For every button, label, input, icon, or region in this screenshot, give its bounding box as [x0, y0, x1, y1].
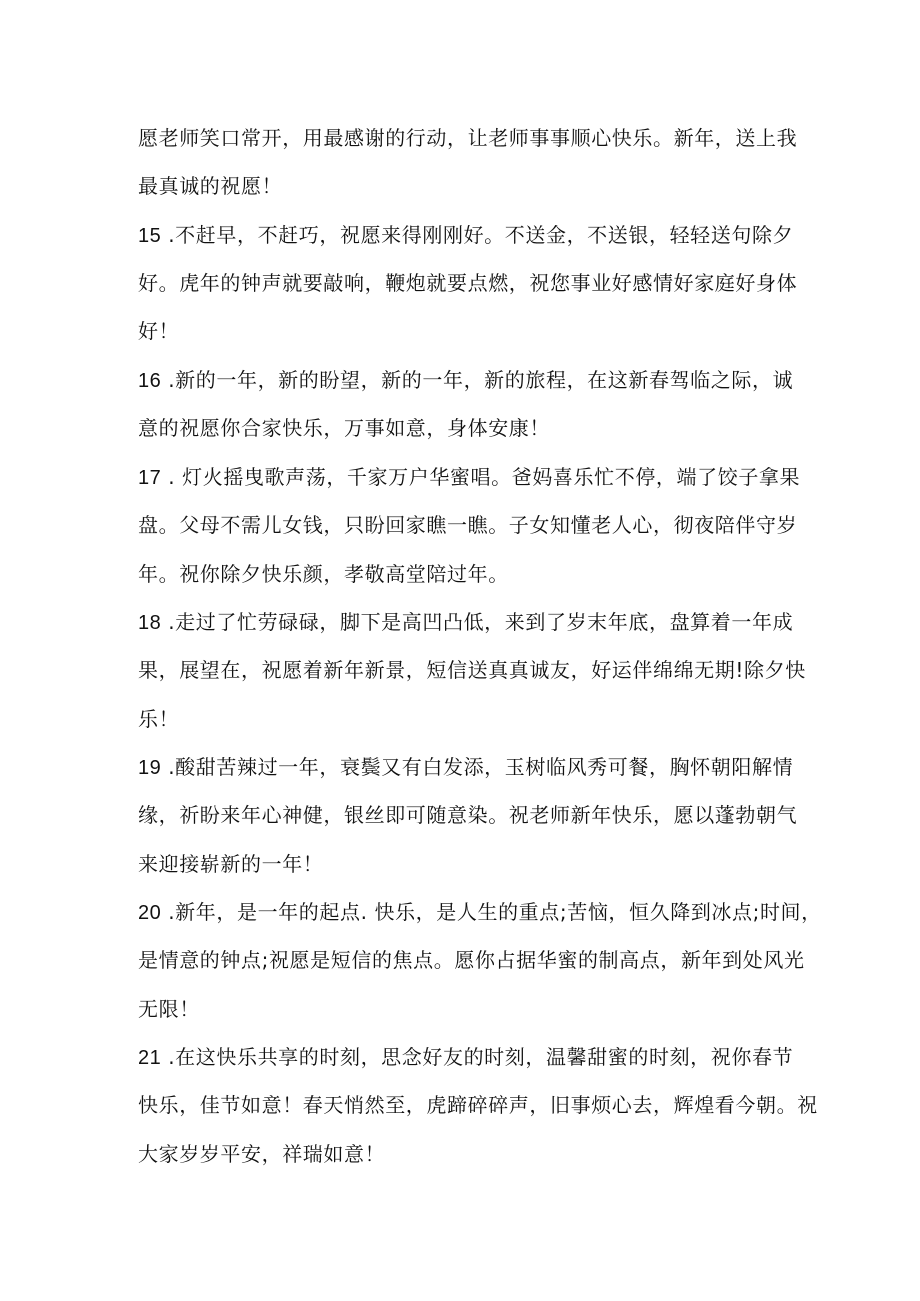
- paragraph-18-line-3: 乐！: [138, 707, 180, 731]
- paragraph-16-line-1: [138, 366, 798, 395]
- paragraph-15-line-2: 好。虎年的钟声就要敲响，鞭炮就要点燃，祝您事业好感情好家庭好身体: [138, 271, 798, 295]
- paragraph-text: .酸甜苦辣过一年，衰鬓又有白发添，玉树临风秀可餐，胸怀朝阳解情: [161, 755, 794, 779]
- paragraph-text: .不赶早，不赶巧，祝愿来得刚刚好。不送金，不送银，轻轻送句除夕: [161, 223, 794, 247]
- paragraph-number: 16: [138, 370, 162, 392]
- paragraph-text: .新的一年，新的盼望，新的一年，新的旅程，在这新春驾临之际，诚: [161, 368, 794, 392]
- paragraph-19-line-1: [138, 753, 798, 782]
- paragraph-15-line-3: 好！: [138, 319, 180, 343]
- paragraph-text: .走过了忙劳碌碌，脚下是高凹凸低，来到了岁末年底，盘算着一年成: [161, 610, 794, 634]
- paragraph-text: .在这快乐共享的时刻，思念好友的时刻，温馨甜蜜的时刻，祝你春节: [161, 1045, 794, 1069]
- intro-line-1: 愿老师笑口常开，用最感谢的行动，让老师事事顺心快乐。新年，送上我: [138, 126, 798, 150]
- paragraph-number: 15: [138, 225, 162, 247]
- paragraph-17-line-3: 年。祝你除夕快乐颜，孝敬高堂陪过年。: [138, 562, 509, 586]
- paragraph-19-line-3: 来迎接崭新的一年！: [138, 852, 324, 876]
- paragraph-20-line-1: [138, 898, 822, 927]
- paragraph-20-line-3: 无限！: [138, 997, 200, 1021]
- paragraph-21-line-3: 大家岁岁平安，祥瑞如意！: [138, 1142, 386, 1166]
- paragraph-16-line-2: 意的祝愿你合家快乐，万事如意，身体安康！: [138, 416, 550, 440]
- paragraph-number: 17: [138, 467, 162, 489]
- paragraph-number: 18: [138, 612, 162, 634]
- paragraph-number: 21: [138, 1047, 162, 1069]
- paragraph-20-line-2: 是情意的钟点;祝愿是短信的焦点。愿你占据华蜜的制高点，新年到处风光: [138, 948, 805, 972]
- paragraph-21-line-2: 快乐，佳节如意！春天悄然至，虎蹄碎碎声，旧事烦心去，辉煌看今朝。祝: [138, 1093, 818, 1117]
- paragraph-text: . 灯火摇曳歌声荡，千家万户华蜜唱。爸妈喜乐忙不停，端了饺子拿果: [161, 465, 801, 489]
- paragraph-18-line-2: 果，展望在，祝愿着新年新景，短信送真真诚友，好运伴绵绵无期!除夕快: [138, 658, 806, 682]
- intro-line-2: 最真诚的祝愿！: [138, 174, 283, 198]
- paragraph-number: 19: [138, 757, 162, 779]
- paragraph-number: 20: [138, 902, 162, 924]
- paragraph-15-line-1: [138, 221, 798, 250]
- paragraph-text: .新年，是一年的起点. 快乐，是人生的重点;苦恼，恒久降到冰点;时间，: [161, 900, 822, 924]
- paragraph-19-line-2: 缘，祈盼来年心神健，银丝即可随意染。祝老师新年快乐，愿以蓬勃朝气: [138, 803, 798, 827]
- paragraph-17-line-1: [138, 463, 801, 492]
- paragraph-21-line-1: [138, 1043, 798, 1072]
- paragraph-17-line-2: 盘。父母不需儿女钱，只盼回家瞧一瞧。子女知懂老人心，彻夜陪伴守岁: [138, 513, 798, 537]
- paragraph-18-line-1: [138, 608, 798, 637]
